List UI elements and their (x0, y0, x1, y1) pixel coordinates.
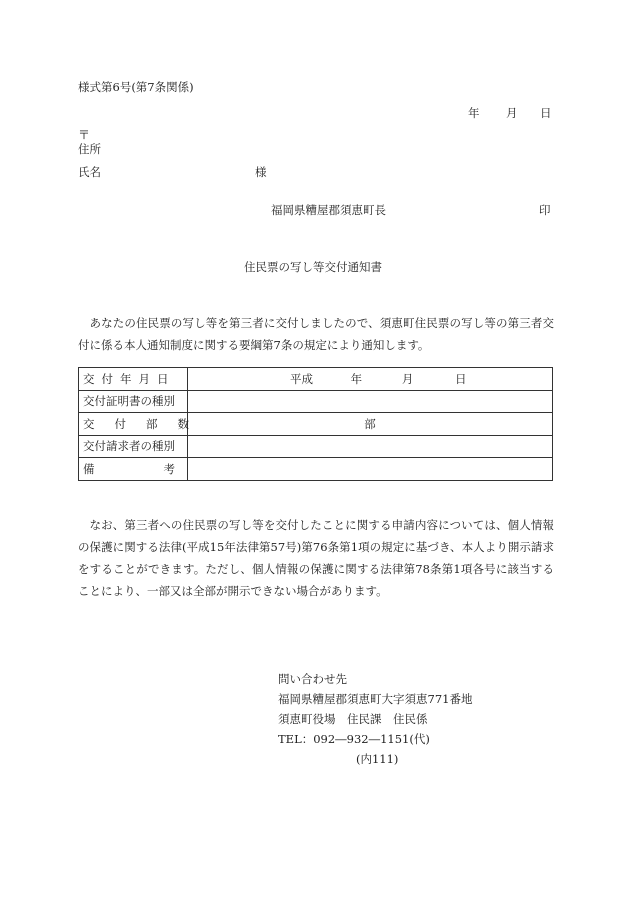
issue-date-label-chars (83, 371, 175, 387)
intro-paragraph (78, 312, 554, 356)
issue-date-value (188, 368, 553, 391)
contact-heading: 問い合わせ先 (278, 672, 347, 686)
era-label: 平成 (290, 371, 313, 386)
copies-value (188, 413, 553, 436)
issue-date-label: 交付年月日 (83, 371, 176, 386)
value-month-label: 月 (401, 371, 414, 386)
table-row (79, 435, 553, 458)
contact-tel: TEL：092―932―1151(代) (278, 732, 430, 746)
requester-type-value (188, 435, 553, 458)
contact-address: 福岡県糟屋郡須恵町大字須恵771番地 (278, 692, 473, 706)
honorific: 様 (255, 165, 267, 179)
date-month-label: 月 (506, 106, 518, 120)
intro-text: あなたの住民票の写し等を第三者に交付しましたので、須恵町住民票の写し等の第三者交付に係る本人通知制度に関する要綱第7条の規定により通知します。 (78, 316, 554, 352)
document-title: 住民票の写し等交付通知書 (244, 260, 382, 274)
notice-table (78, 367, 553, 481)
copies-unit: 部 (364, 416, 376, 431)
row-label-copies (79, 413, 209, 436)
disclosure-text: なお、第三者への住民票の写し等を交付したことに関する申請内容については、個人情報の保護に関する法律(平成15年法律第57号)第76条第1項の規定に基づき、本人より開示請求をすることができます。ただし、個人情報の保護に関する法律第78条第1項各号に該当することにより、一部又は全部が開示できない場合があります。 (78, 518, 554, 598)
remarks-label (83, 461, 175, 477)
requester-type-label: 交付請求者の種別 (83, 439, 175, 454)
table-row (79, 390, 553, 413)
address-label: 住所 (78, 142, 101, 156)
disclosure-paragraph (78, 514, 554, 602)
form-number: 様式第6号(第7条関係) (78, 80, 194, 94)
remarks-value (188, 458, 553, 481)
table-row (79, 368, 553, 391)
postal-mark: 〒 (78, 128, 91, 142)
date-year-label: 年 (468, 106, 480, 120)
contact-office: 須恵町役場 住民課 住民係 (278, 712, 428, 726)
date-day-label: 日 (540, 106, 552, 120)
seal-mark: 印 (539, 203, 551, 217)
name-label: 氏名 (78, 165, 101, 179)
row-label-requester-type (79, 435, 188, 458)
table-row (79, 413, 553, 436)
row-label-certificate-type (79, 390, 188, 413)
remarks-label-left: 備 (83, 461, 95, 476)
contact-block (278, 669, 472, 769)
sender-name: 福岡県糟屋郡須恵町長 (271, 203, 386, 217)
certificate-type-value (188, 390, 553, 413)
value-day-label: 日 (454, 371, 467, 386)
contact-extension: (内111) (356, 752, 399, 766)
copies-label: 交付部数 (83, 416, 209, 431)
remarks-label-right: 考 (163, 461, 175, 476)
value-year-label: 年 (350, 371, 363, 386)
table-row (79, 458, 553, 481)
row-label-remarks (79, 458, 188, 481)
certificate-type-label: 交付証明書の種別 (83, 394, 175, 409)
row-label-issue-date (79, 368, 188, 391)
